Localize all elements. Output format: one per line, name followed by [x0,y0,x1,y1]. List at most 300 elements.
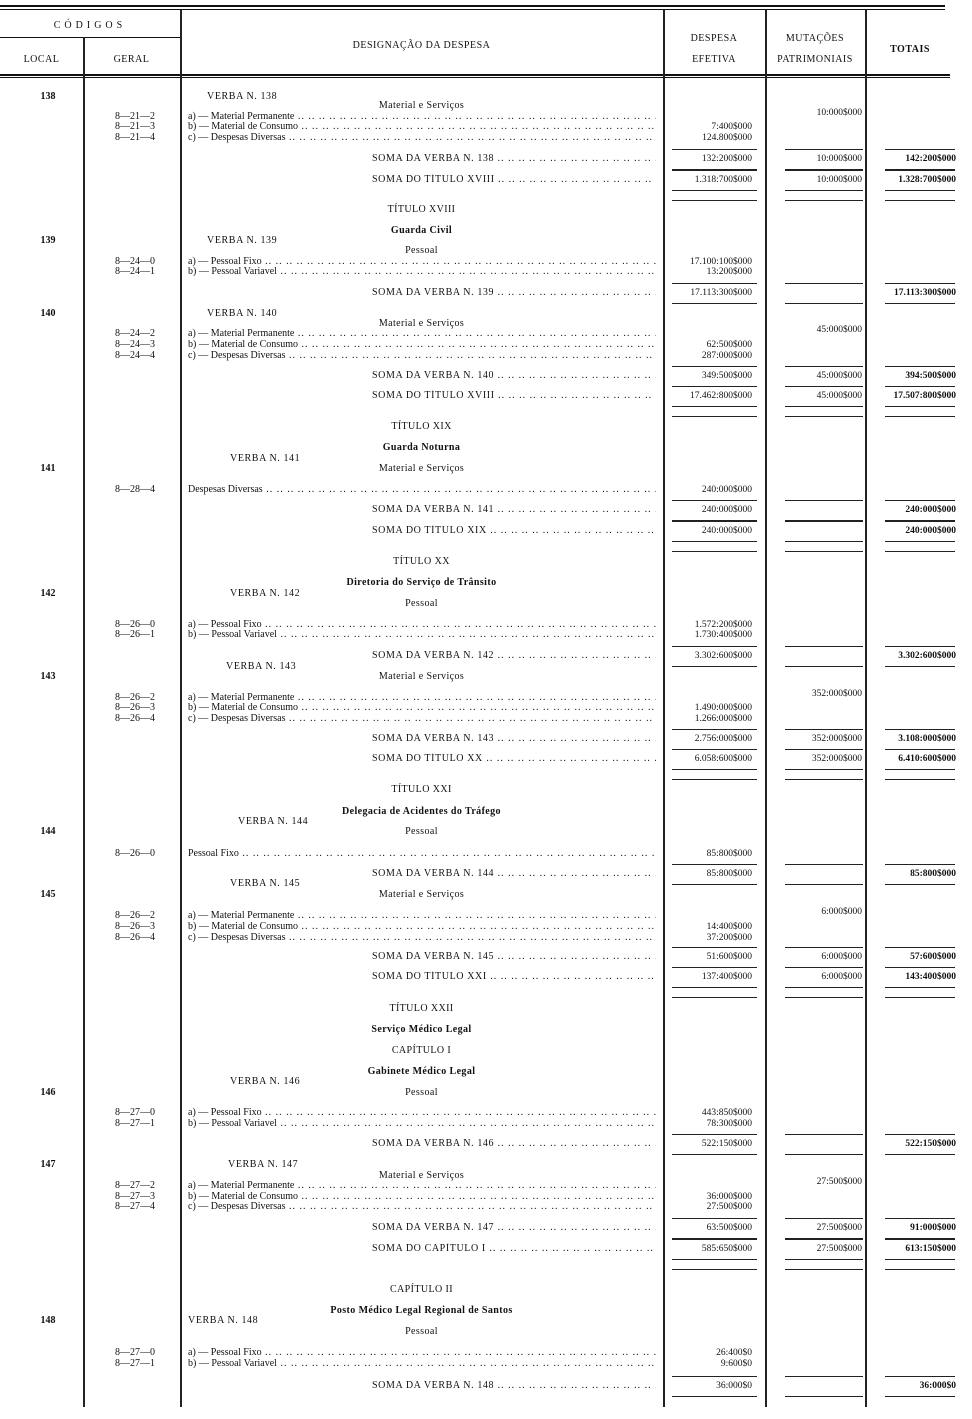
general-code: 8—26—3 [115,921,155,932]
expense-description: a) — Pessoal Fixo .. .. [188,1347,656,1359]
sum-rule [785,386,863,387]
double-rule [885,200,955,201]
sum-rule [672,500,757,501]
general-code: 8—26—3 [115,702,155,713]
top-rule [0,5,945,7]
verba-label: VERBA N. 140 [207,308,278,319]
verba-label: VERBA N. 144 [238,816,309,827]
sum-rule [672,366,757,367]
double-rule [885,190,955,191]
section-heading: Material e Serviços [378,100,465,111]
sum-rule [785,967,863,968]
despesa-efetiva-value: 85:800$000 [706,869,752,879]
double-rule [785,769,863,770]
expense-description: b) — Material de Consumo .. .. [188,702,656,714]
total-value: 6.410:600$000 [898,754,956,764]
double-rule [672,769,757,770]
mutacoes-value: 6:000$000 [821,972,862,982]
despesa-efetiva-value: 14:400$000 [706,922,752,932]
despesa-efetiva-value: 9:600$0 [720,1359,752,1369]
total-value: 613:150$000 [905,1244,956,1254]
general-code: 8—21—2 [115,111,155,122]
mutacoes-value: 10:000$000 [816,175,862,185]
double-rule [672,541,757,542]
despesa-efetiva-value: 13:200$000 [706,267,752,277]
expense-description: b) — Pessoal Variavel .. .. [188,266,656,278]
expense-description: c) — Despesas Diversas .. .. [188,132,656,144]
header-mutacoes: MUTAÇÕES [785,33,845,44]
sum-rule [672,170,757,171]
double-rule [885,987,955,988]
verba-label: VERBA N. 143 [226,661,297,672]
double-rule [672,1269,757,1270]
section-heading: Serviço Médico Legal [371,1024,472,1035]
section-heading: TÍTULO XXI [391,784,452,795]
verba-label: VERBA N. 147 [228,1159,299,1170]
despesa-efetiva-value: 522:150$000 [701,1139,752,1149]
double-rule [785,779,863,780]
sum-rule [785,1154,863,1155]
sum-rule [785,1134,863,1135]
sum-row [0,390,972,402]
expense-row [0,132,972,144]
local-code: 140 [40,308,56,319]
sum-rule [785,729,863,730]
expense-description: a) — Material Permanente .. .. [188,111,656,123]
general-code: 8—27—1 [115,1118,155,1129]
sum-rule [785,149,863,150]
top-rule-2 [0,9,945,10]
double-rule [672,416,757,417]
sum-rule [785,864,863,865]
sum-label: SOMA DA VERBA N. 144 .. .. [372,868,656,880]
despesa-efetiva-value: 349:500$000 [701,371,752,381]
double-rule [672,200,757,201]
section-heading: Pessoal [405,826,438,837]
section-heading: CAPÍTULO I [391,1045,452,1056]
general-code: 8—27—2 [115,1180,155,1191]
sum-label: SOMA DA VERBA N. 145 .. .. [372,951,656,963]
despesa-efetiva-value: 1.266:000$000 [694,714,752,724]
sum-row [0,753,972,765]
sum-rule [885,283,955,284]
despesa-efetiva-value: 36:000$000 [706,1192,752,1202]
despesa-efetiva-value: 287:000$000 [701,351,752,361]
section-heading: Material e Serviços [378,889,465,900]
mutacoes-value: 352:000$000 [811,734,862,744]
header-bottom-rule-2 [0,77,950,78]
local-code: 148 [40,1315,56,1326]
total-value: 143:400$000 [905,972,956,982]
general-code: 8—27—0 [115,1347,155,1358]
general-code: 8—21—4 [115,132,155,143]
despesa-efetiva-value: 27:500$000 [706,1202,752,1212]
sum-rule [785,1239,863,1240]
sum-row [0,174,972,186]
double-rule [785,551,863,552]
expense-description: b) — Pessoal Variavel .. .. [188,1358,656,1370]
heading-row [0,1326,972,1338]
expense-row [0,484,972,496]
local-code: 145 [40,889,56,900]
despesa-efetiva-value: 78:300$000 [706,1119,752,1129]
heading-row [0,556,972,568]
sum-label: SOMA DA VERBA N. 141 .. .. [372,504,656,516]
double-rule [672,987,757,988]
general-code: 8—27—3 [115,1191,155,1202]
verba-label: VERBA N. 139 [207,235,278,246]
sum-rule [785,366,863,367]
sum-rule [885,366,955,367]
sum-rule [672,864,757,865]
sum-rule [672,1239,757,1240]
expense-description: a) — Pessoal Fixo .. .. [188,256,656,268]
expense-row [0,932,972,944]
local-code: 142 [40,588,56,599]
sum-rule [885,500,955,501]
sum-label: SOMA DO TÍTULO XVIII .. .. [372,174,656,186]
total-value: 3.108:000$000 [898,734,956,744]
total-value: 522:150$000 [905,1139,956,1149]
expense-description: c) — Despesas Diversas .. .. [188,350,656,362]
sum-rule [885,749,955,750]
general-code: 8—27—1 [115,1358,155,1369]
section-heading: TÍTULO XVIII [387,204,456,215]
sum-rule [785,521,863,522]
sum-rule [885,170,955,171]
despesa-efetiva-value: 1.318:700$000 [694,175,752,185]
sum-rule [672,646,757,647]
sum-rule [885,149,955,150]
mutacoes-value: 352:000$000 [811,689,862,699]
header-local: LOCAL [23,54,60,65]
sum-rule [885,864,955,865]
mutacoes-value: 45:000$000 [816,391,862,401]
general-code: 8—26—2 [115,692,155,703]
sum-rule [885,386,955,387]
heading-row [0,1003,972,1015]
heading-row [0,889,972,901]
despesa-efetiva-value: 240:000$000 [701,505,752,515]
sum-row [0,1138,972,1150]
total-value: 91:000$000 [910,1223,956,1233]
section-heading: Guarda Civil [390,225,453,236]
expense-description: a) — Material Permanente .. .. [188,910,656,922]
general-code: 8—24—4 [115,350,155,361]
sum-rule [785,303,863,304]
mutacoes-value: 27:500$000 [816,1244,862,1254]
double-rule [885,779,955,780]
expense-row [0,266,972,278]
expense-description: a) — Pessoal Fixo .. .. [188,1107,656,1119]
sum-rule [885,1134,955,1135]
section-heading: TÍTULO XX [393,556,450,567]
despesa-efetiva-value: 51:600$000 [706,952,752,962]
heading-row [0,463,972,475]
section-heading: Pessoal [405,1087,438,1098]
total-value: 240:000$000 [905,526,956,536]
double-rule [785,1269,863,1270]
expense-description: b) — Pessoal Variavel .. .. [188,1118,656,1130]
general-code: 8—26—4 [115,932,155,943]
total-value: 17.113:300$000 [893,288,956,298]
local-code: 139 [40,235,56,246]
section-heading: Pessoal [405,598,438,609]
sum-rule [785,1218,863,1219]
double-rule [785,1259,863,1260]
expense-row [0,848,972,860]
sum-rule [885,1239,955,1240]
mutacoes-value: 45:000$000 [816,325,862,335]
double-rule [785,406,863,407]
sum-label: SOMA DO TÍTULO XVIII .. .. [372,390,656,402]
general-code: 8—26—1 [115,629,155,640]
local-code: 138 [40,91,56,102]
total-value: 142:200$000 [905,154,956,164]
heading-row [0,784,972,796]
heading-row [0,1284,972,1296]
general-code: 8—26—2 [115,910,155,921]
sum-label: SOMA DO TÍTULO XX .. .. [372,753,656,765]
verba-label: VERBA N. 146 [230,1076,301,1087]
despesa-efetiva-value: 62:500$000 [706,340,752,350]
sum-rule [672,386,757,387]
header-patrimoniais: PATRIMONIAIS [777,54,853,65]
mutacoes-value: 10:000$000 [816,154,862,164]
despesa-efetiva-value: 3.302:600$000 [694,651,752,661]
despesa-efetiva-value: 63:500$000 [706,1223,752,1233]
double-rule [672,190,757,191]
sum-rule [785,749,863,750]
sum-rule [785,500,863,501]
sum-rule [672,283,757,284]
double-rule [785,987,863,988]
despesa-efetiva-value: 17.113:300$000 [690,288,752,298]
double-rule [885,551,955,552]
expense-description: a) — Material Permanente .. .. [188,692,656,704]
heading-row [0,204,972,216]
sum-row [0,370,972,382]
header-totais: TOTAIS [890,44,930,55]
sum-rule [885,1396,955,1397]
section-heading: Gabinete Médico Legal [367,1066,476,1077]
sum-label: SOMA DA VERBA N. 148 .. .. [372,1380,656,1392]
section-heading: Material e Serviços [378,463,465,474]
sum-row [0,1222,972,1234]
section-heading: Material e Serviços [378,318,465,329]
despesa-efetiva-value: 1.730:400$000 [694,630,752,640]
heading-row [0,671,972,683]
total-value: 3.302:600$000 [898,651,956,661]
sum-rule [672,967,757,968]
total-value: 394:500$000 [905,371,956,381]
expense-description: c) — Despesas Diversas .. .. [188,713,656,725]
heading-row [0,826,972,838]
sum-rule [885,303,955,304]
section-heading: Pessoal [405,245,438,256]
section-heading: Delegacia de Acidentes do Tráfego [342,806,501,817]
mutacoes-value: 45:000$000 [816,371,862,381]
sum-rule [785,283,863,284]
section-heading: Pessoal [405,1326,438,1337]
despesa-efetiva-value: 443:850$000 [701,1108,752,1118]
mutacoes-value: 10:000$000 [816,108,862,118]
section-heading: Material e Serviços [378,671,465,682]
sum-rule [785,1376,863,1377]
double-rule [672,779,757,780]
verba-label: VERBA N. 141 [230,453,301,464]
expense-description: a) — Pessoal Fixo .. .. [188,619,656,631]
sum-rule [785,947,863,948]
despesa-efetiva-value: 240:000$000 [701,485,752,495]
general-code: 8—28—4 [115,484,155,495]
sum-rule [885,1376,955,1377]
sum-rule [672,749,757,750]
despesa-efetiva-value: 132:200$000 [701,154,752,164]
verba-label: VERBA N. 145 [230,878,301,889]
verba-label: VERBA N. 148 [188,1315,259,1326]
sum-row [0,287,972,299]
sum-rule [672,1154,757,1155]
general-code: 8—26—0 [115,619,155,630]
general-code: 8—26—0 [115,848,155,859]
double-rule [885,406,955,407]
sum-row [0,733,972,745]
double-rule [885,416,955,417]
sum-label: SOMA DA VERBA N. 147 .. .. [372,1222,656,1234]
sum-row [0,971,972,983]
heading-row [0,421,972,433]
sum-rule [672,947,757,948]
mutacoes-value: 6:000$000 [821,952,862,962]
header-designacao: DESIGNAÇÃO DA DESPESA [352,40,491,51]
mutacoes-value: 6:000$000 [821,907,862,917]
total-value: 85:800$000 [910,869,956,879]
despesa-efetiva-value: 6.058:600$000 [694,754,752,764]
expense-description: Despesas Diversas .. .. [188,484,656,496]
mutacoes-value: 27:500$000 [816,1223,862,1233]
expense-row [0,1201,972,1213]
total-value: 17.507:800$000 [893,391,956,401]
double-rule [785,190,863,191]
sum-rule [885,646,955,647]
heading-row [0,1087,972,1099]
header-codigos: CÓDIGOS [53,20,127,31]
sum-rule [672,303,757,304]
mutacoes-value: 352:000$000 [811,754,862,764]
double-rule [672,997,757,998]
sum-rule [785,170,863,171]
general-code: 8—27—0 [115,1107,155,1118]
local-code: 144 [40,826,56,837]
sum-row [0,951,972,963]
sum-label: SOMA DA VERBA N. 143 .. .. [372,733,656,745]
double-rule [785,997,863,998]
expense-row [0,1118,972,1130]
general-code: 8—24—0 [115,256,155,267]
sum-label: SOMA DA VERBA N. 139 .. .. [372,287,656,299]
despesa-efetiva-value: 2.756:000$000 [694,734,752,744]
double-rule [785,416,863,417]
total-value: 240:000$000 [905,505,956,515]
sum-label: SOMA DO TÍTULO XXI .. .. [372,971,656,983]
expense-description: Pessoal Fixo .. .. [188,848,656,860]
sum-rule [885,729,955,730]
sum-rule [672,1134,757,1135]
sum-label: SOMA DA VERBA N. 142 .. .. [372,650,656,662]
verba-label: VERBA N. 142 [230,588,301,599]
general-code: 8—24—2 [115,328,155,339]
expense-description: b) — Material de Consumo .. .. [188,1191,656,1203]
expense-description: b) — Material de Consumo .. .. [188,921,656,933]
local-code: 147 [40,1159,56,1170]
local-code: 146 [40,1087,56,1098]
header-despesa: DESPESA [690,33,738,44]
double-rule [885,1259,955,1260]
despesa-efetiva-value: 1.490:000$000 [694,703,752,713]
local-code: 143 [40,671,56,682]
sum-label: SOMA DA VERBA N. 146 .. .. [372,1138,656,1150]
expense-row [0,629,972,641]
double-rule [672,406,757,407]
sum-rule [885,967,955,968]
general-code: 8—24—1 [115,266,155,277]
header-geral: GERAL [113,54,150,65]
despesa-efetiva-value: 37:200$000 [706,933,752,943]
expense-description: c) — Despesas Diversas .. .. [188,932,656,944]
despesa-efetiva-value: 85:800$000 [706,849,752,859]
expense-description: b) — Material de Consumo .. .. [188,339,656,351]
sum-label: SOMA DO CAPÍTULO I .. .. [372,1243,656,1255]
sum-rule [885,1218,955,1219]
sum-rule [785,1396,863,1397]
despesa-efetiva-value: 26:400$0 [716,1348,752,1358]
despesa-efetiva-value: 240:000$000 [701,526,752,536]
total-value: 36:000$0 [919,1381,956,1391]
codigos-divider [0,37,180,38]
general-code: 8—27—4 [115,1201,155,1212]
double-rule [885,541,955,542]
sum-row [0,1380,972,1392]
sum-rule [885,521,955,522]
sum-row [0,153,972,165]
expense-description: b) — Material de Consumo .. .. [188,121,656,133]
despesa-efetiva-value: 7:400$000 [711,122,752,132]
double-rule [672,551,757,552]
section-heading: Material e Serviços [378,1170,465,1181]
total-value: 1.328:700$000 [898,175,956,185]
despesa-efetiva-value: 17.462:800$000 [689,391,752,401]
general-code: 8—21—3 [115,121,155,132]
sum-rule [672,1376,757,1377]
heading-row [0,1045,972,1057]
heading-row [0,598,972,610]
expense-description: b) — Pessoal Variavel .. .. [188,629,656,641]
sum-rule [785,646,863,647]
section-heading: TÍTULO XIX [391,421,452,432]
general-code: 8—26—4 [115,713,155,724]
sum-row [0,504,972,516]
general-code: 8—24—3 [115,339,155,350]
expense-row [0,1358,972,1370]
double-rule [785,541,863,542]
despesa-efetiva-value: 36:000$0 [716,1381,752,1391]
sum-row [0,525,972,537]
sum-label: SOMA DO TÍTULO XIX .. .. [372,525,656,537]
sum-rule [885,1154,955,1155]
despesa-efetiva-value: 1.572:200$000 [694,620,752,630]
despesa-efetiva-value: 124.800$000 [702,133,752,143]
